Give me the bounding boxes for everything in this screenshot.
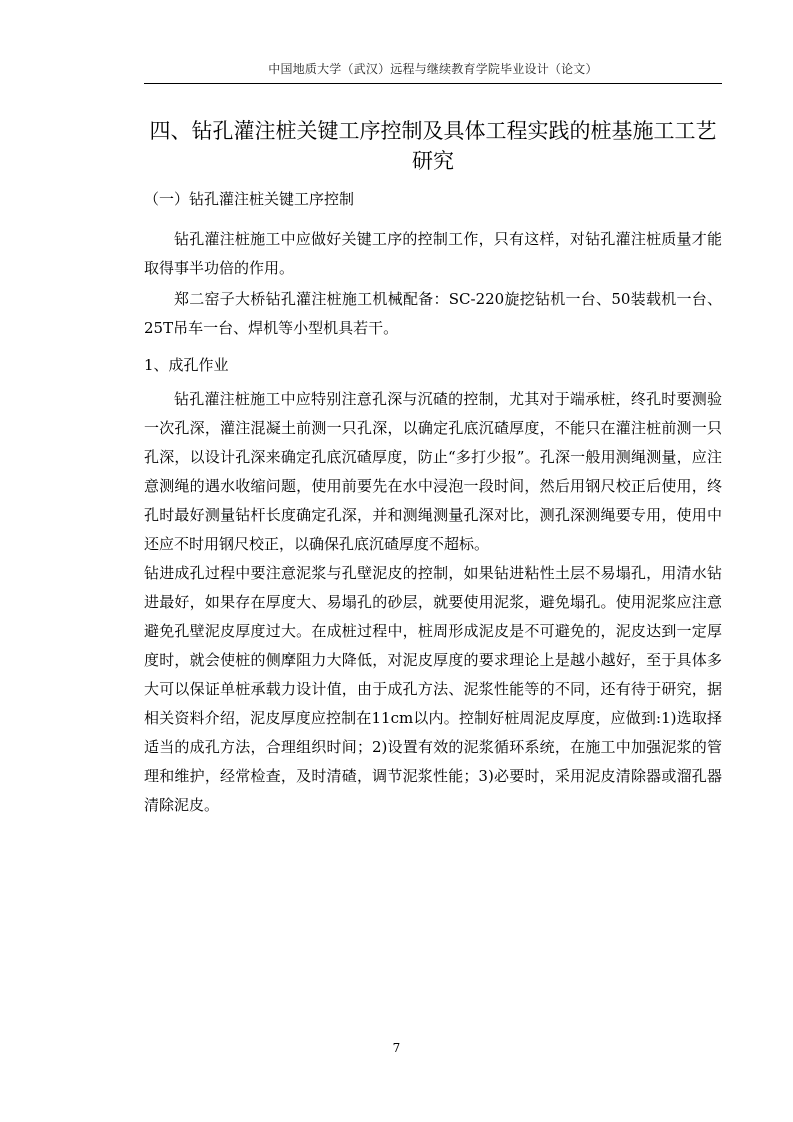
header-rule bbox=[144, 83, 722, 84]
page-number: 7 bbox=[392, 1041, 401, 1055]
section-heading: （一）钻孔灌注桩关键工序控制 bbox=[144, 190, 355, 208]
chapter-title-line2: 研究 bbox=[412, 149, 454, 173]
paragraph: 郑二窑子大桥钻孔灌注桩施工机械配备：SC-220旋挖钻机一台、50装载机一台、25T吊车一台、焊机等小型机具若干。 bbox=[144, 290, 722, 337]
running-header: 中国地质大学（武汉）远程与继续教育学院毕业设计（论文） bbox=[268, 62, 598, 76]
body-content bbox=[144, 185, 722, 820]
paragraph: 钻进成孔过程中要注意泥浆与孔壁泥皮的控制，如果钻进粘性土层不易塌孔，用清水钻进最好，如果存在厚度大、易塌孔的砂层，就要使用泥浆，避免塌孔。使用泥浆应注意避免孔壁泥皮厚度过大。在成桩过程中，桩周形成泥皮是不可避免的，泥皮达到一定厚度时，就会使桩的侧摩阻力大降低，对泥皮厚度的要求理论上是越小越好，至于具体多大可以保证单桩承载力设计值，由于成孔方法、泥浆性能等的不同，还有待于研究，据相关资料介绍，泥皮厚度应控制在11cm以内。控制好桩周泥皮厚度，应做到:1)选取择适当的成孔方法，合理组织时间；2)设置有效的泥浆循环系统，在施工中加强泥浆的管理和维护，经常检查，及时清碴，调节泥浆性能；3)必要时，采用泥皮清除器或溜孔器清除泥皮。 bbox=[144, 564, 722, 814]
chapter-title-line1: 四、钻孔灌注桩关键工序控制及具体工程实践的桩基施工工艺 bbox=[149, 119, 717, 143]
chapter-title bbox=[144, 116, 722, 176]
paragraph: 钻孔灌注桩施工中应特别注意孔深与沉碴的控制，尤其对于端承桩，终孔时要测验一次孔深，灌注混凝土前测一只孔深，以确定孔底沉碴厚度，不能只在灌注桩前测一只孔深，以设计孔深来确定孔底沉碴厚度，防止“多打少报”。孔深一般用测绳测量，应注意测绳的遇水收缩问题，使用前要先在水中浸泡一段时间，然后用钢尺校正后使用，终孔时最好测量钻杆长度确定孔深，并和测绳测量孔深对比，测孔深测绳要专用，使用中还应不时用钢尺校正，以确保孔底沉碴厚度不超标。 bbox=[144, 390, 722, 553]
paragraph: 钻孔灌注桩施工中应做好关键工序的控制工作，只有这样，对钻孔灌注桩质量才能取得事半功倍的作用。 bbox=[144, 230, 722, 277]
subsection-heading: 1、成孔作业 bbox=[144, 356, 229, 374]
